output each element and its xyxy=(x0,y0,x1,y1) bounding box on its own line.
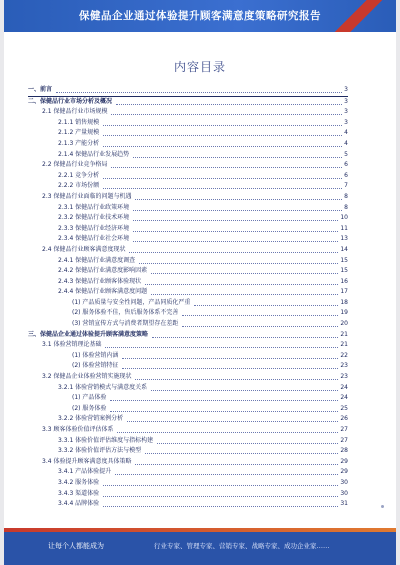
toc-entry-label: 2.1.3 产能分析 xyxy=(58,139,100,147)
toc-page-number: 3 xyxy=(344,108,348,116)
toc-entry-label: 2.2.2 市场份额 xyxy=(58,182,100,190)
toc-page-number: 8 xyxy=(344,192,348,200)
toc-entry[interactable] xyxy=(28,181,348,192)
toc-entry[interactable] xyxy=(28,478,348,489)
toc-leader-dots xyxy=(103,118,342,126)
toc-entry[interactable] xyxy=(28,277,348,288)
toc-page-number: 15 xyxy=(340,256,348,264)
toc-entry[interactable] xyxy=(28,308,348,319)
toc-leader-dots xyxy=(122,351,338,359)
toc-leader-dots xyxy=(103,171,342,179)
toc-leader-dots xyxy=(182,308,338,316)
toc-leader-dots xyxy=(133,203,342,211)
toc-leader-dots xyxy=(110,393,338,401)
toc-page-number: 23 xyxy=(340,373,348,381)
toc-entry-label: 2.2 保健品行业竞争格局 xyxy=(42,161,108,169)
toc-page-number: 28 xyxy=(340,447,348,455)
toc-entry-label: 2.4.1 保健品行业满意度调查 xyxy=(58,256,136,264)
toc-page-number: 29 xyxy=(340,457,348,465)
toc-entry-label: 3.3.2 体验价值评估方法与模型 xyxy=(58,447,142,455)
toc-leader-dots xyxy=(103,128,342,136)
toc-page-number: 8 xyxy=(344,203,348,211)
toc-entry[interactable] xyxy=(28,383,348,394)
toc-leader-dots xyxy=(110,404,338,412)
toc-entry[interactable] xyxy=(28,351,348,362)
toc-entry[interactable] xyxy=(28,150,348,161)
toc-entry[interactable] xyxy=(28,372,348,383)
toc-page-number: 17 xyxy=(340,288,348,296)
toc-leader-dots xyxy=(151,287,338,295)
toc-leader-dots xyxy=(103,489,338,497)
toc-leader-dots xyxy=(103,499,338,507)
toc-entry-label: (1) 产品质量与安全性问题，产品同质化严重 xyxy=(72,298,191,306)
toc-leader-dots xyxy=(122,361,338,369)
toc-page-number: 22 xyxy=(340,351,348,359)
toc-page-number: 30 xyxy=(340,489,348,497)
toc-entry[interactable] xyxy=(28,160,348,171)
toc-page-number: 6 xyxy=(344,171,348,179)
toc-entry[interactable] xyxy=(28,224,348,235)
toc-leader-dots xyxy=(103,181,342,189)
toc-leader-dots xyxy=(117,425,338,433)
toc-entry[interactable] xyxy=(28,436,348,447)
toc-leader-dots xyxy=(116,97,342,105)
toc-leader-dots xyxy=(127,414,338,422)
header-banner xyxy=(4,0,396,32)
footer-roles: 行业专家、管理专家、营销专家、战略专家、成功企业家…… xyxy=(154,542,330,550)
toc-entry[interactable] xyxy=(28,361,348,372)
toc-entry-label: (3) 营销宣传方式与消费者期望存在差距 xyxy=(72,320,179,328)
toc-page-number: 21 xyxy=(340,341,348,349)
toc-leader-dots xyxy=(151,383,338,391)
toc-leader-dots xyxy=(115,467,338,475)
toc-entry-label: 2.3.3 保健品行业经济环境 xyxy=(58,224,130,232)
toc-leader-dots xyxy=(129,245,338,253)
toc-entry-label: 2.4.3 保健品行业顾客体验现状 xyxy=(58,277,142,285)
toc-page-number: 14 xyxy=(340,245,348,253)
toc-page-number: 16 xyxy=(340,277,348,285)
toc-page-number: 21 xyxy=(340,330,348,338)
toc-leader-dots xyxy=(56,85,342,93)
toc-leader-dots xyxy=(145,277,338,285)
toc-leader-dots xyxy=(105,340,338,348)
toc-entry-label: (2) 服务体验 xyxy=(72,404,107,412)
page-dot-mark xyxy=(381,505,384,508)
toc-page-number: 18 xyxy=(340,298,348,306)
toc-leader-dots xyxy=(135,372,338,380)
toc-entry-label: 三、保健品企业通过体验提升顾客满意度策略 xyxy=(28,330,149,338)
toc-entry-label: 2.4.2 保健品行业满意度影响因素 xyxy=(58,267,148,275)
toc-entry[interactable] xyxy=(28,499,348,510)
toc-entry[interactable] xyxy=(28,393,348,404)
report-title: 保健品企业通过体验提升顾客满意度策略研究报告 xyxy=(79,10,321,22)
toc-entry[interactable] xyxy=(28,139,348,150)
toc-leader-dots xyxy=(133,150,342,158)
toc-page-number: 24 xyxy=(340,383,348,391)
toc-page-number: 6 xyxy=(344,161,348,169)
toc-page-number: 20 xyxy=(340,320,348,328)
toc-page-number: 5 xyxy=(344,150,348,158)
toc-entry[interactable] xyxy=(28,256,348,267)
toc-entry-label: 2.4.4 保健品行业顾客满意度问题 xyxy=(58,288,148,296)
toc-entry-label: 2.1 保健品行业市场规模 xyxy=(42,108,108,116)
footer-slogan: 让每个人都能成为 xyxy=(48,542,104,550)
toc-page-number: 3 xyxy=(344,86,348,93)
toc-entry[interactable] xyxy=(28,118,348,129)
toc-entry[interactable] xyxy=(28,467,348,478)
toc-entry-label: 3.4.4 品牌体验 xyxy=(58,500,100,508)
toc-entry-label: 一、前言 xyxy=(28,86,53,93)
toc-entry-label: 2.3.2 保健品行业技术环境 xyxy=(58,214,130,222)
toc-entry-label: 2.4 保健品行业顾客满意度现状 xyxy=(42,245,126,253)
toc-page-number: 25 xyxy=(340,404,348,412)
toc-entry-label: 2.3.4 保健品行业社会环境 xyxy=(58,235,130,243)
toc-leader-dots xyxy=(157,436,338,444)
toc-page-number: 29 xyxy=(340,468,348,476)
page-title: 内容目录 xyxy=(173,60,226,74)
toc-entry-label: 二、保健品行业市场分析及概况 xyxy=(28,97,113,105)
toc-entry-label: 3.3 顾客体验价值评估体系 xyxy=(42,426,114,433)
toc-leader-dots xyxy=(145,446,338,454)
toc-page-number: 31 xyxy=(340,500,348,508)
toc-entry[interactable] xyxy=(28,287,348,298)
toc-entry-label: 3.2.1 体验营销模式与满意度关系 xyxy=(58,383,148,391)
toc-leader-dots xyxy=(111,107,342,115)
toc-entry[interactable] xyxy=(28,245,348,256)
toc-entry-label: 3.4.1 产品体验提升 xyxy=(58,468,112,476)
toc-entry[interactable] xyxy=(28,330,348,341)
toc-leader-dots xyxy=(135,457,338,465)
toc-entry-label: 2.3 保健品行业面临的问题与机遇 xyxy=(42,192,132,200)
toc-entry[interactable] xyxy=(28,107,348,118)
toc-entry-label: 3.2.2 体验营销案例分析 xyxy=(58,415,124,423)
toc-page-number: 19 xyxy=(340,309,348,317)
toc-page-number: 4 xyxy=(344,129,348,137)
toc-entry[interactable] xyxy=(28,128,348,139)
toc-leader-dots xyxy=(133,213,338,221)
toc-entry[interactable] xyxy=(28,203,348,214)
toc-entry[interactable] xyxy=(28,457,348,468)
footer-banner xyxy=(4,528,396,565)
table-of-contents xyxy=(28,85,348,510)
toc-entry[interactable] xyxy=(28,192,348,203)
toc-entry[interactable] xyxy=(28,234,348,245)
toc-entry-label: 3.1 体验营销理论基础 xyxy=(42,341,102,349)
toc-entry-label: 2.1.2 产量规模 xyxy=(58,129,100,137)
toc-entry[interactable] xyxy=(28,85,348,96)
toc-entry[interactable] xyxy=(28,404,348,415)
toc-entry-label: 3.4 体验提升顾客满意度具体策略 xyxy=(42,457,132,465)
toc-leader-dots xyxy=(182,319,338,327)
toc-leader-dots xyxy=(139,256,338,264)
toc-entry-label: 3.3.1 体验价值评估维度与指标构建 xyxy=(58,436,154,444)
toc-entry[interactable] xyxy=(28,489,348,500)
toc-leader-dots xyxy=(151,266,338,274)
toc-leader-dots xyxy=(103,139,342,147)
toc-leader-dots xyxy=(133,224,338,232)
toc-page-number: 13 xyxy=(340,235,348,243)
toc-entry-label: (1) 产品体验 xyxy=(72,394,107,402)
toc-leader-dots xyxy=(135,192,342,200)
toc-page-number: 7 xyxy=(344,182,348,190)
toc-page-number: 3 xyxy=(344,118,348,126)
toc-entry[interactable] xyxy=(28,340,348,351)
toc-entry[interactable] xyxy=(28,298,348,309)
toc-page-number: 23 xyxy=(340,362,348,370)
toc-entry[interactable] xyxy=(28,266,348,277)
toc-entry[interactable] xyxy=(28,414,348,425)
toc-page-number: 10 xyxy=(340,214,348,222)
toc-page-number: 15 xyxy=(340,267,348,275)
toc-leader-dots xyxy=(111,160,342,168)
toc-entry-label: (2) 体验营销特征 xyxy=(72,362,119,370)
toc-entry-label: 3.4.2 服务体验 xyxy=(58,478,100,486)
toc-leader-dots xyxy=(103,478,338,486)
toc-entry[interactable] xyxy=(28,171,348,182)
toc-entry[interactable] xyxy=(28,446,348,457)
toc-entry[interactable] xyxy=(28,96,348,108)
toc-entry[interactable] xyxy=(28,425,348,436)
toc-entry-label: 3.4.3 渠道体验 xyxy=(58,489,100,497)
toc-page-number: 11 xyxy=(340,224,348,232)
toc-entry-label: 2.1.4 保健品行业发展趋势 xyxy=(58,150,130,158)
toc-leader-dots xyxy=(152,330,338,338)
toc-entry-label: 2.2.1 竞争分析 xyxy=(58,171,100,179)
toc-entry-label: (2) 服务体验不佳，售后服务体系不完善 xyxy=(72,309,179,317)
toc-entry-label: 2.1.1 销售规模 xyxy=(58,118,100,126)
toc-page-number: 3 xyxy=(344,97,348,105)
toc-page-number: 26 xyxy=(340,415,348,423)
toc-page-number: 27 xyxy=(340,426,348,433)
toc-entry-label: 3.2 保健品企业体验营销实施现状 xyxy=(42,373,132,381)
toc-entry[interactable] xyxy=(28,319,348,330)
toc-page-number: 30 xyxy=(340,478,348,486)
toc-page-number: 4 xyxy=(344,139,348,147)
toc-entry-label: (1) 体验营销内涵 xyxy=(72,351,119,359)
toc-page-number: 27 xyxy=(340,436,348,444)
toc-entry-label: 2.3.1 保健品行业政策环境 xyxy=(58,203,130,211)
toc-leader-dots xyxy=(133,234,338,242)
toc-entry[interactable] xyxy=(28,213,348,224)
toc-leader-dots xyxy=(194,298,338,306)
toc-page-number: 24 xyxy=(340,394,348,402)
